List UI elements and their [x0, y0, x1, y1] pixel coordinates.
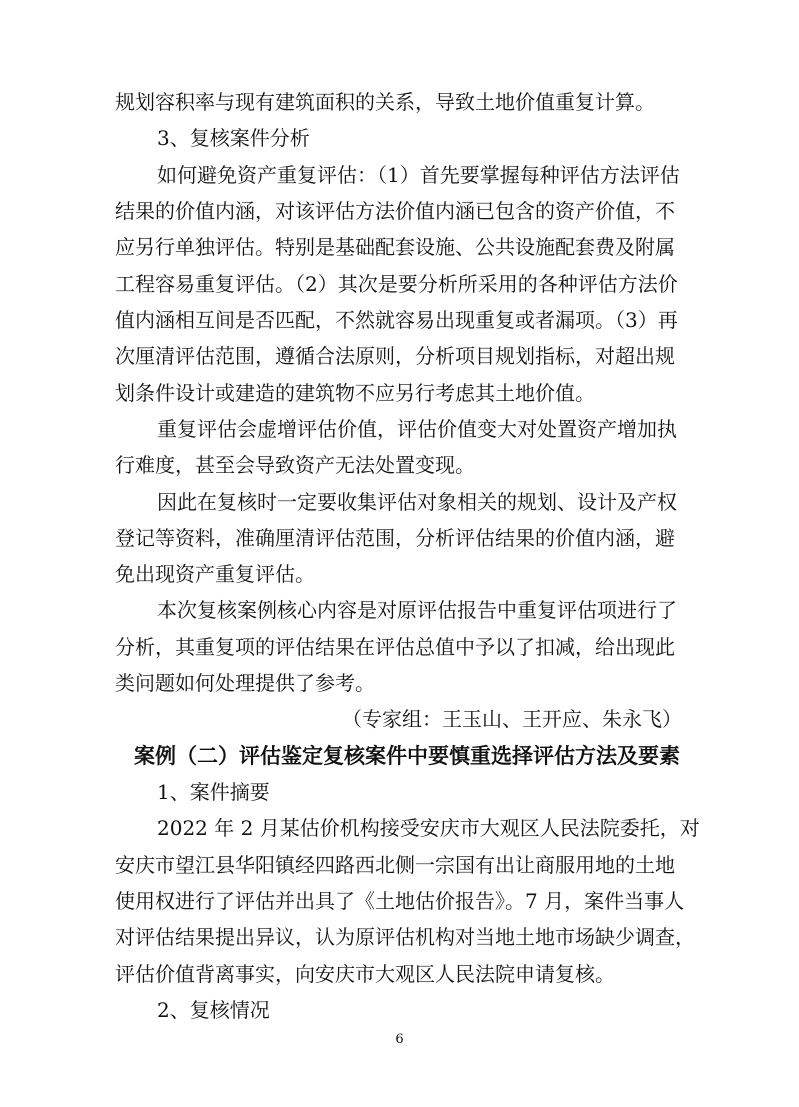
body-line: 应另行单独评估。特别是基础配套设施、公共设施配套费及附属	[115, 235, 675, 259]
body-line: 评估价值背离事实，向安庆市大观区人民法院申请复核。	[115, 962, 615, 986]
body-line: 安庆市望江县华阳镇经四路西北侧一宗国有出让商服用地的土地	[115, 853, 675, 877]
body-line: 工程容易重复评估。（2）其次是要分析所采用的各种评估方法价	[115, 272, 678, 296]
expert-group-credit: （专家组：王玉山、王开应、朱永飞）	[342, 707, 682, 731]
body-line: 免出现资产重复评估。	[115, 562, 315, 586]
section-heading: 2、复核情况	[157, 998, 270, 1022]
body-line: 本次复核案例核心内容是对原评估报告中重复评估项进行了	[157, 598, 677, 622]
page-number: 6	[395, 1032, 404, 1047]
section-heading: 1、案件摘要	[157, 780, 270, 804]
body-line: 对评估结果提出异议，认为原评估机构对当地土地市场缺少调查，	[115, 925, 695, 949]
body-line: 行难度，甚至会导致资产无法处置变现。	[115, 453, 475, 477]
body-line: 分析，其重复项的评估结果在评估总值中予以了扣减，给出现此	[115, 635, 675, 659]
body-line: 规划容积率与现有建筑面积的关系，导致土地价值重复计算。	[115, 90, 655, 114]
section-heading: 3、复核案件分析	[157, 126, 310, 150]
body-line: 因此在复核时一定要收集评估对象相关的规划、设计及产权	[157, 490, 677, 514]
body-line: 2022 年 2 月某估价机构接受安庆市大观区人民法院委托，对	[157, 816, 700, 840]
body-line: 划条件设计或建造的建筑物不应另行考虑其土地价值。	[115, 381, 595, 405]
body-line: 次厘清评估范围，遵循合法原则，分析项目规划指标，对超出规	[115, 344, 675, 368]
body-line: 结果的价值内涵，对该评估方法价值内涵已包含的资产价值，不	[115, 199, 675, 223]
body-line: 使用权进行了评估并出具了《土地估价报告》。7 月，案件当事人	[115, 889, 685, 913]
body-line: 值内涵相互间是否匹配，不然就容易出现重复或者漏项。（3）再	[115, 308, 678, 332]
body-line: 如何避免资产重复评估：（1）首先要掌握每种评估方法评估	[157, 163, 680, 187]
body-line: 登记等资料，准确厘清评估范围，分析评估结果的价值内涵，避	[115, 526, 675, 550]
body-line: 重复评估会虚增评估价值，评估价值变大对处置资产增加执	[157, 417, 677, 441]
body-line: 类问题如何处理提供了参考。	[115, 671, 375, 695]
case-two-heading: 案例（二）评估鉴定复核案件中要慎重选择评估方法及要素	[134, 744, 680, 768]
